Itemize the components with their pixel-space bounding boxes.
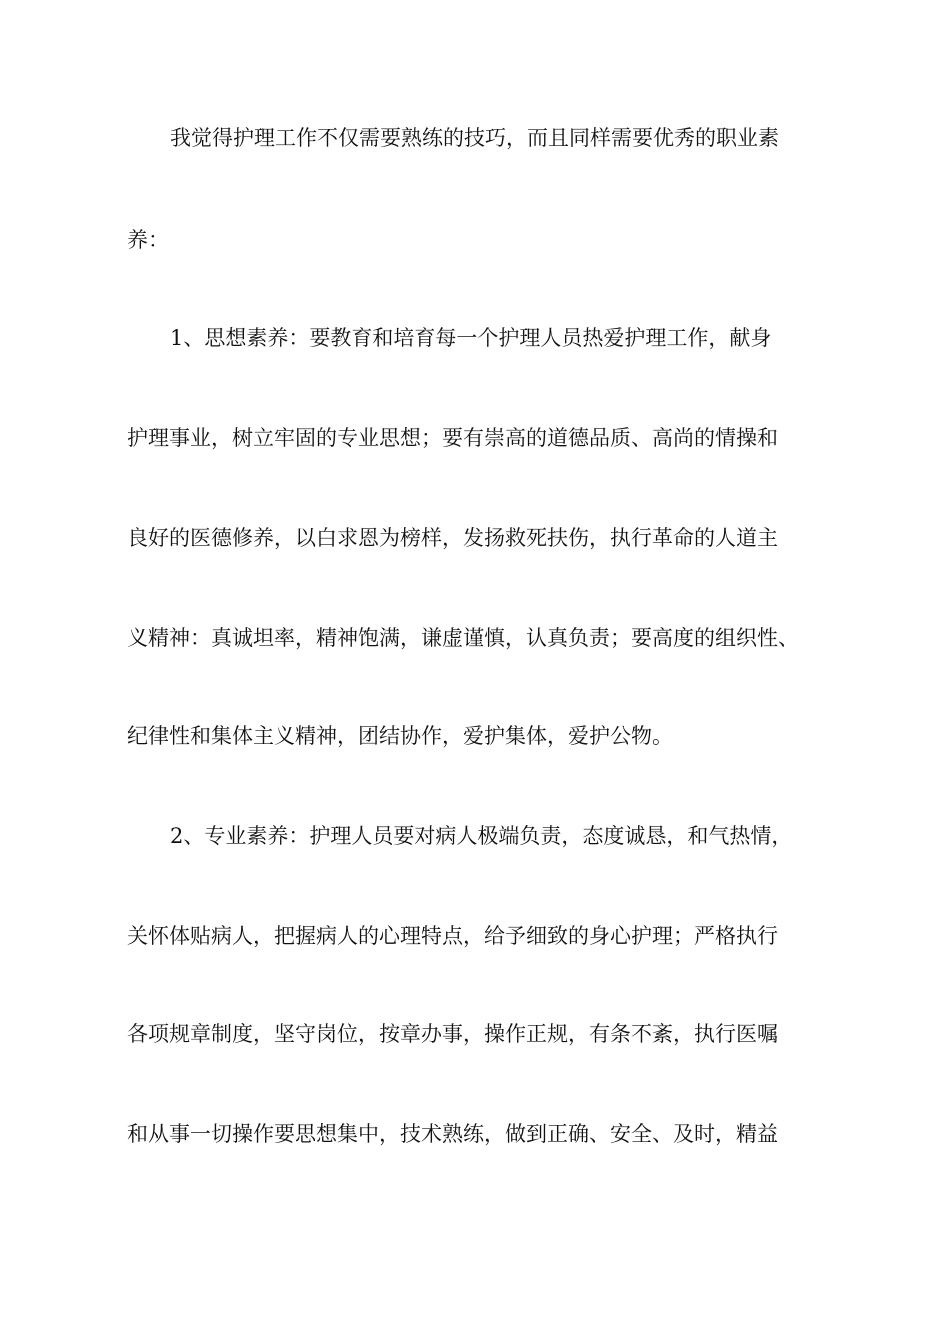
text-line: 良好的医德修养，以白求恩为榜样，发扬救死扶伤，执行革命的人道主 bbox=[127, 526, 778, 550]
text-line: 2、专业素养：护理人员要对病人极端负责，态度诚恳，和气热情， bbox=[170, 824, 793, 848]
text-line: 各项规章制度，坚守岗位，按章办事，操作正规，有条不紊，执行医嘱 bbox=[127, 1022, 778, 1046]
text-line: 和从事一切操作要思想集中，技术熟练，做到正确、安全、及时，精益 bbox=[127, 1122, 778, 1146]
text-line: 关怀体贴病人，把握病人的心理特点，给予细致的身心护理；严格执行 bbox=[127, 924, 778, 948]
text-line: 义精神：真诚坦率，精神饱满，谦虚谨慎，认真负责；要高度的组织性、 bbox=[127, 626, 799, 650]
text-line: 我觉得护理工作不仅需要熟练的技巧，而且同样需要优秀的职业素 bbox=[170, 126, 779, 150]
text-line: 1、思想素养：要教育和培育每一个护理人员热爱护理工作，献身 bbox=[170, 326, 772, 350]
text-line: 养： bbox=[127, 228, 169, 252]
text-line: 护理事业，树立牢固的专业思想；要有崇高的道德品质、高尚的情操和 bbox=[127, 426, 778, 450]
text-line: 纪律性和集体主义精神，团结协作，爱护集体，爱护公物。 bbox=[127, 724, 673, 748]
